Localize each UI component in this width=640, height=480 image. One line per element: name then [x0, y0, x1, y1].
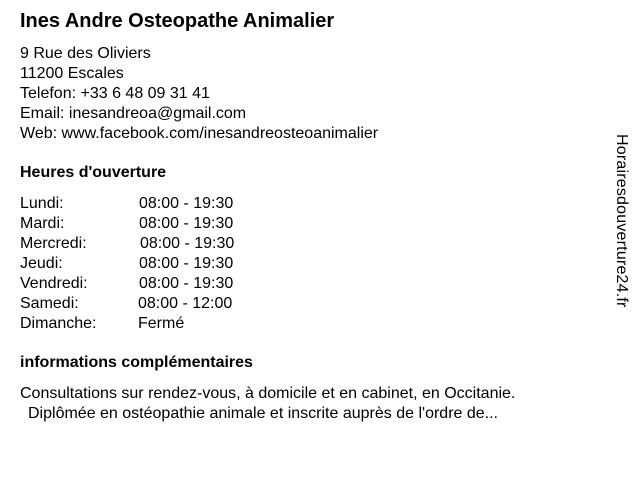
day-label: Lundi:: [20, 195, 64, 212]
day-label: Mercredi:: [20, 235, 87, 252]
day-label: Mardi:: [20, 215, 65, 232]
time-range: 08:00 - 12:00: [138, 295, 233, 312]
time-range: 08:00 - 19:30: [139, 195, 234, 212]
time-range: 08:00 - 19:30: [139, 255, 234, 272]
info-line: Diplômée en ostéopathie animale et inscrite auprès de l'ordre de...: [28, 405, 498, 422]
day-label: Jeudi:: [20, 255, 63, 272]
email-address: Email: inesandreoa@gmail.com: [20, 105, 247, 122]
time-range: 08:00 - 19:30: [139, 275, 234, 292]
website-url: Web: www.facebook.com/inesandreosteoanimalier: [20, 125, 379, 142]
contact-block: [20, 44, 378, 144]
additional-info-text: [20, 384, 515, 424]
time-range: Fermé: [138, 315, 185, 332]
additional-info-heading: informations complémentaires: [20, 354, 253, 371]
time-range: 08:00 - 19:30: [140, 235, 235, 252]
day-label: Vendredi:: [20, 275, 88, 292]
time-range: 08:00 - 19:30: [139, 215, 234, 232]
city-postcode: 11200 Escales: [20, 65, 124, 82]
site-watermark: Horairesdouverture24.fr: [613, 134, 630, 308]
opening-hours-heading: Heures d'ouverture: [20, 164, 167, 181]
phone-number: Telefon: +33 6 48 09 31 41: [20, 85, 210, 102]
day-label: Dimanche:: [20, 315, 97, 332]
business-name: Ines Andre Osteopathe Animalier: [20, 10, 335, 32]
info-line: Consultations sur rendez-vous, à domicile et en cabinet, en Occitanie.: [20, 385, 516, 402]
street-address: 9 Rue des Oliviers: [20, 45, 151, 62]
day-label: Samedi:: [20, 295, 79, 312]
